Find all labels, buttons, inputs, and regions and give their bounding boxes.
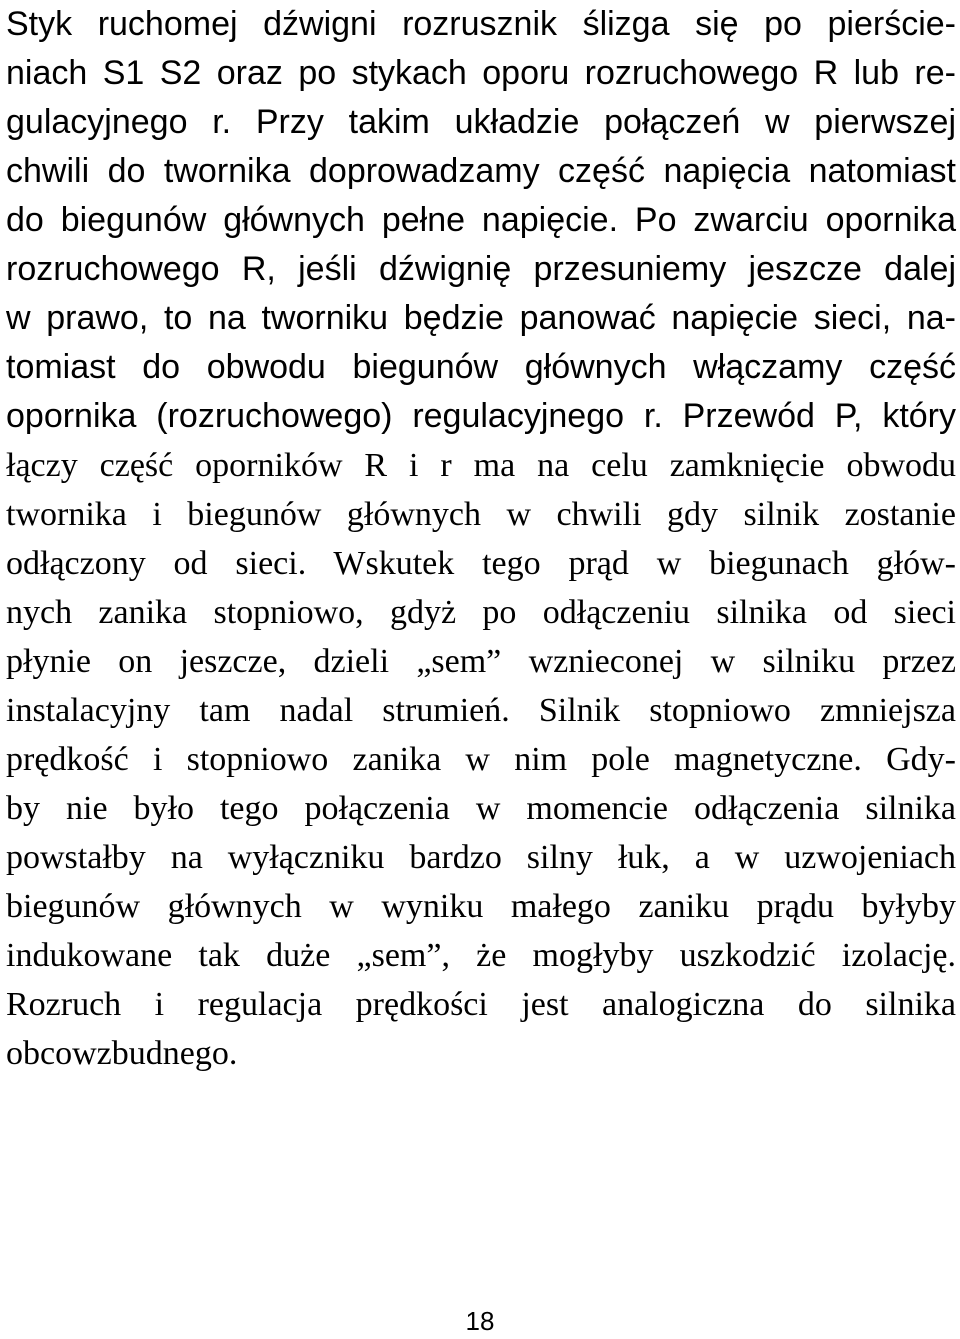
- text-line: gulacyjnego r. Przy takim układzie połączeń w pierwszej: [6, 103, 956, 141]
- text-line: w prawo, to na tworniku będzie panować napięcie sieci, na-: [6, 299, 956, 337]
- text-line: instalacyjny tam nadal strumień. Silnik stopniowo zmniejsza: [6, 692, 956, 729]
- text-line: odłączony od sieci. Wskutek tego prąd w biegunach głów-: [6, 545, 956, 582]
- text-line: Styk ruchomej dźwigni rozrusznik ślizga się po pierście-: [6, 5, 956, 43]
- text-line: do biegunów głównych pełne napięcie. Po zwarciu opornika: [6, 201, 956, 239]
- text-line: indukowane tak duże „sem”, że mogłyby uszkodzić izolację.: [6, 937, 956, 974]
- text-line: niach S1 S2 oraz po stykach oporu rozruchowego R lub re-: [6, 54, 956, 92]
- body-text: [6, 0, 956, 1078]
- text-line: płynie on jeszcze, dzieli „sem” wznieconej w silniku przez: [6, 643, 956, 680]
- text-line: nych zanika stopniowo, gdyż po odłączeniu silnika od sieci: [6, 594, 956, 631]
- text-line: by nie było tego połączenia w momencie odłączenia silnika: [6, 790, 956, 827]
- text-line: prędkość i stopniowo zanika w nim pole magnetyczne. Gdy-: [6, 741, 956, 778]
- text-line: Rozruch i regulacja prędkości jest analogiczna do silnika: [6, 986, 956, 1023]
- text-line: twornika i biegunów głównych w chwili gdy silnik zostanie: [6, 496, 956, 533]
- text-line: tomiast do obwodu biegunów głównych włączamy część: [6, 348, 956, 386]
- page-number: 18: [465, 1306, 495, 1336]
- text-line: rozruchowego R, jeśli dźwignię przesuniemy jeszcze dalej: [6, 250, 956, 288]
- text-line: obcowzbudnego.: [6, 1035, 238, 1072]
- text-line: powstałby na wyłączniku bardzo silny łuk, a w uzwojeniach: [6, 839, 956, 876]
- text-line: chwili do twornika doprowadzamy część napięcia natomiast: [6, 152, 956, 190]
- text-line: biegunów głównych w wyniku małego zaniku prądu byłyby: [6, 888, 956, 925]
- text-line: łączy część oporników R i r ma na celu zamknięcie obwodu: [6, 447, 956, 484]
- text-line: opornika (rozruchowego) regulacyjnego r. Przewód P, który: [6, 397, 956, 435]
